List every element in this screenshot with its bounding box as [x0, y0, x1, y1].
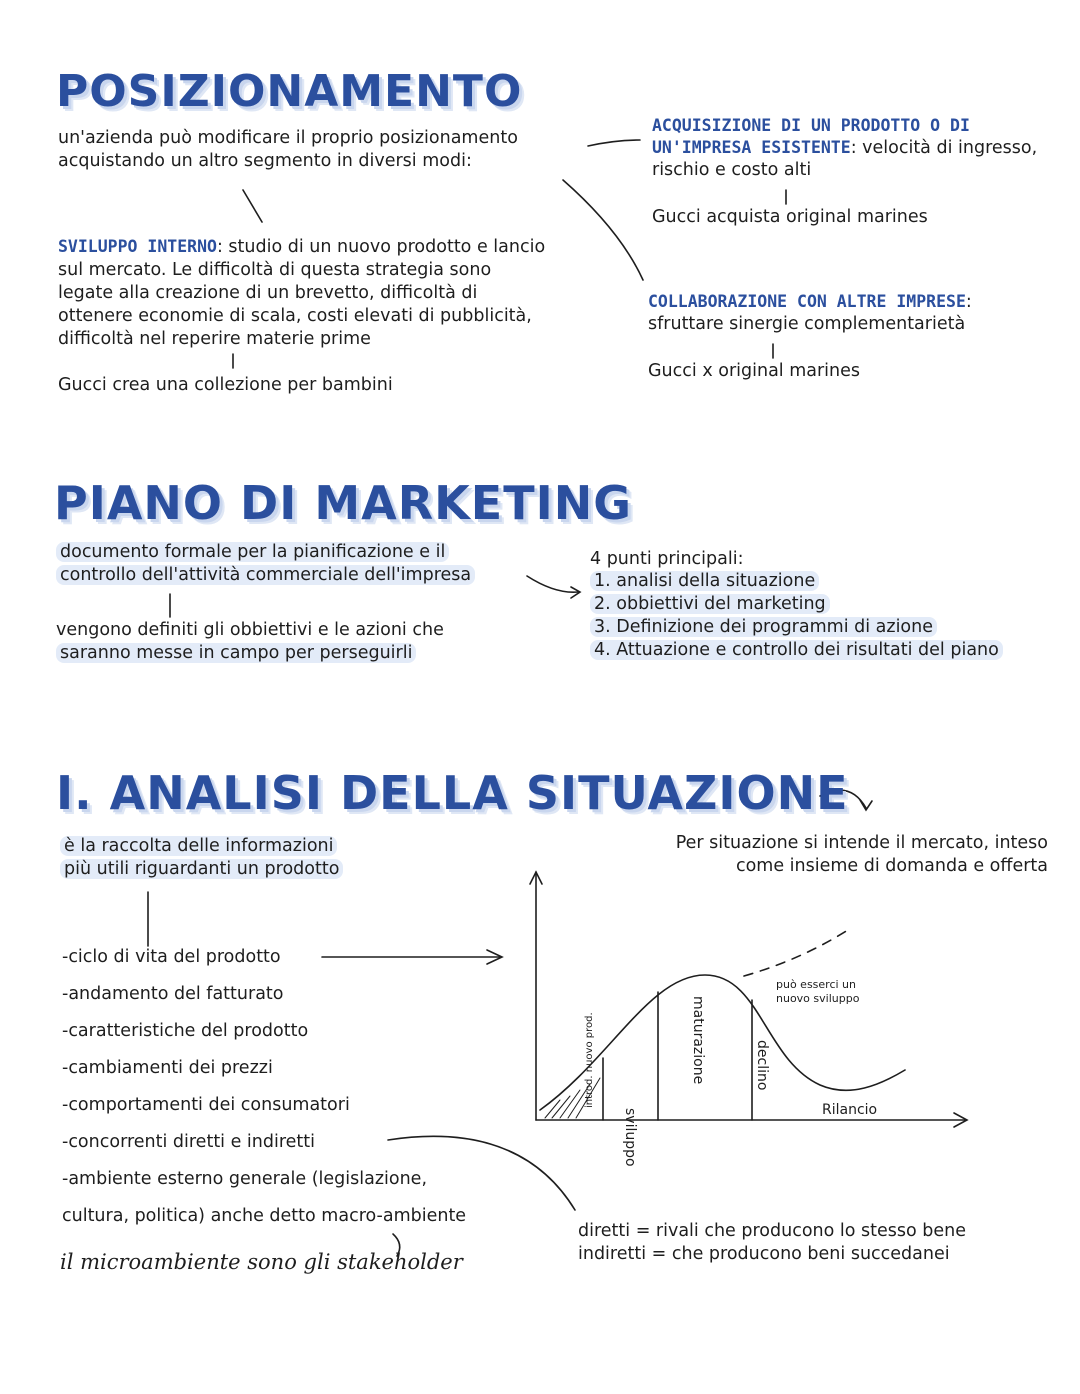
piano-def-line2	[56, 564, 475, 587]
new-development-dashed	[744, 930, 848, 976]
piano-points-header: 4 punti principali:	[590, 549, 744, 569]
analisi-list-item-8: cultura, politica) anche detto macro-ambiente	[62, 1206, 467, 1226]
piano-sub-line2-text: saranno messe in campo per perseguirli	[56, 643, 416, 663]
piano-point-1	[590, 571, 819, 591]
acquisizione-label-line1-text: ACQUISIZIONE DI UN PRODOTTO O DI	[652, 116, 970, 135]
interno-example: Gucci crea una collezione per bambini	[58, 375, 393, 395]
chart-note-line2: nuovo sviluppo	[776, 992, 860, 1005]
analisi-title: I. ANALISI DELLA SITUAZIONE	[56, 766, 849, 820]
analisi-list-item-6: -concorrenti diretti e indiretti	[62, 1132, 316, 1152]
posizionamento-title: POSIZIONAMENTO	[56, 66, 523, 117]
piano-def-line1	[56, 541, 449, 564]
diretti-definition: diretti = rivali che producono lo stesso bene	[578, 1221, 967, 1241]
situazione-line1: Per situazione si intende il mercato, inteso	[675, 833, 1048, 853]
interno-line2: sul mercato. Le difficoltà di questa strategia sono	[58, 260, 492, 280]
interno-line1-rest: : studio di un nuovo prodotto e lancio	[216, 237, 546, 257]
piano-title: PIANO DI MARKETING	[54, 476, 632, 530]
acquisizione-line2	[652, 136, 1037, 160]
analisi-list-item-2: -andamento del fatturato	[62, 984, 284, 1004]
piano-point-3-text: 3. Definizione dei programmi di azione	[590, 617, 937, 637]
analisi-def-line2	[60, 858, 343, 881]
analisi-def-line1	[60, 835, 337, 858]
piano-sub-line1: vengono definiti gli obbiettivi e le azioni che	[56, 620, 444, 640]
acquisizione-line3: rischio e costo alti	[652, 160, 812, 180]
chart-phase-sviluppo: sviluppo	[622, 1108, 638, 1167]
piano-point-1-text: 1. analisi della situazione	[590, 571, 819, 591]
posizionamento-intro-line2: acquistando un altro segmento in diversi modi:	[58, 151, 472, 171]
collaborazione-label: COLLABORAZIONE CON ALTRE IMPRESE	[648, 292, 966, 311]
analisi-def-line2-text: più utili riguardanti un prodotto	[60, 859, 343, 879]
chart-note-line1: può esserci un	[776, 978, 857, 991]
interno-label: SVILUPPO INTERNO	[58, 237, 217, 256]
interno-line3: legate alla creazione di un brevetto, difficoltà di	[58, 283, 478, 303]
indiretti-definition: indiretti = che producono beni succedanei	[578, 1244, 950, 1264]
chart-phase-declino: declino	[754, 1040, 770, 1091]
collaborazione-line1	[648, 290, 972, 314]
interno-line4: ottenere economie di scala, costi elevati di pubblicità,	[58, 306, 532, 326]
acquisizione-label-line1	[652, 114, 970, 138]
chart-phase-rilancio: Rilancio	[822, 1102, 878, 1118]
analisi-list-item-4: -cambiamenti dei prezzi	[62, 1058, 273, 1078]
piano-point-2-text: 2. obbiettivi del marketing	[590, 594, 830, 614]
collaborazione-example: Gucci x original marines	[648, 361, 861, 381]
chart-phase-introd: introd. nuovo prod.	[584, 1012, 595, 1108]
collaborazione-label-suffix: :	[965, 292, 972, 312]
analisi-list-item-3: -caratteristiche del prodotto	[62, 1021, 309, 1041]
analisi-list-item-7: -ambiente esterno generale (legislazione,	[62, 1169, 428, 1189]
interno-line5: difficoltà nel reperire materie prime	[58, 329, 371, 349]
interno-line1	[58, 235, 545, 259]
piano-sub-line2	[56, 642, 416, 665]
piano-def-line2-text: controllo dell'attività commerciale dell'impresa	[56, 565, 475, 585]
piano-point-2	[590, 594, 830, 614]
acquisizione-example: Gucci acquista original marines	[652, 207, 928, 227]
posizionamento-intro-line1: un'azienda può modificare il proprio posizionamento	[58, 128, 518, 148]
acquisizione-line2-rest: : velocità di ingresso,	[850, 138, 1038, 158]
microambiente-note: il microambiente sono gli stakeholder	[60, 1250, 463, 1274]
chart-phase-maturazione: maturazione	[690, 996, 706, 1085]
collaborazione-line2: sfruttare sinergie complementarietà	[648, 314, 966, 334]
analisi-def-line1-text: è la raccolta delle informazioni	[60, 836, 337, 856]
analisi-list-item-5: -comportamenti dei consumatori	[62, 1095, 350, 1115]
piano-point-3	[590, 617, 937, 637]
situazione-line2: come insieme di domanda e offerta	[735, 856, 1048, 876]
acquisizione-label-line2: UN'IMPRESA ESISTENTE	[652, 138, 851, 157]
piano-def-line1-text: documento formale per la pianificazione e il	[56, 542, 449, 562]
piano-point-4	[590, 640, 1003, 660]
piano-point-4-text: 4. Attuazione e controllo dei risultati del piano	[590, 640, 1003, 660]
analisi-list-item-1: -ciclo di vita del prodotto	[62, 947, 281, 967]
